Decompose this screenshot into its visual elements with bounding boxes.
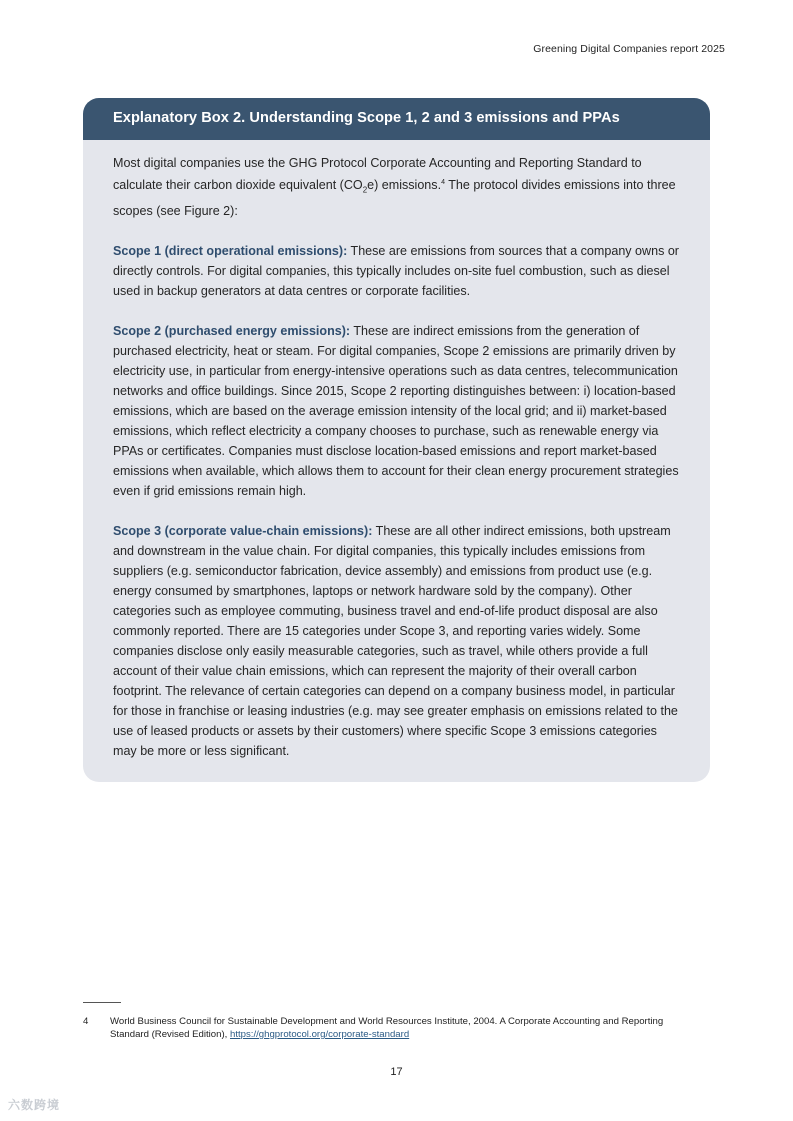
explanatory-box <box>83 98 710 782</box>
scope3-paragraph <box>113 521 680 761</box>
intro-text: Most digital companies use the GHG Protocol Corporate Accounting and Reporting Standard to calculate their carbon dioxide equivalent (CO <box>113 156 642 193</box>
co2-subscript: 2 <box>362 185 368 195</box>
footnote-link[interactable]: https://ghgprotocol.org/corporate-standard <box>229 1029 410 1040</box>
page-number: 17 <box>390 1066 403 1078</box>
running-header-title: Greening Digital Companies report 2025 <box>533 43 725 55</box>
footnote-text: World Business Council for Sustainable Development and World Resources Institute, 2004. A Corporate Accounting and Reporting Standard (Revised Edition), <box>110 1016 664 1040</box>
scope1-paragraph <box>113 241 680 301</box>
footnote-divider <box>83 1002 121 1003</box>
explanatory-box-title: Explanatory Box 2. Understanding Scope 1, 2 and 3 emissions and PPAs <box>83 98 710 140</box>
explanatory-box-body <box>83 140 710 761</box>
scope3-title: Scope 3 (corporate value-chain emissions): <box>113 523 373 538</box>
intro-text-end: The protocol divides emissions into three scopes (see Figure 2): <box>113 178 676 218</box>
intro-paragraph <box>113 153 680 221</box>
scope2-title: Scope 2 (purchased energy emissions): <box>113 323 351 338</box>
footnote <box>83 1015 693 1041</box>
intro-text-cont: e) emissions. <box>367 178 442 193</box>
footnote-ref[interactable]: 4 <box>441 179 445 186</box>
scope1-title: Scope 1 (direct operational emissions): <box>113 243 348 258</box>
scope2-text: These are indirect emissions from the generation of purchased electricity, heat or steam. For digital companies, Scope 2 emissions are primarily driven by electricity use, in particular from energy-intensive operations such as data centres, telecommunication networks and office buildings. Since 2015, Scope 2 reporting distinguishes between: i) location-based emissions, which are based on the average emission intensity of the local grid; and ii) market-based emissions, which reflect electricity a company chooses to purchase, such as renewable energy via PPAs or certificates. Companies must disclose location-based emissions and report market-based emissions when available, which allows them to account for their clean energy procurement strategies even if grid emissions remain high. <box>113 323 679 498</box>
scope1-text: These are emissions from sources that a company owns or directly controls. For digital companies, this typically includes on-site fuel combustion, such as diesel used in backup generators at data centres or corporate facilities. <box>113 243 679 298</box>
scope3-text: These are all other indirect emissions, both upstream and downstream in the value chain. For digital companies, this typically includes emissions from suppliers (e.g. semiconductor fabrication, device assembly) and emissions from product use (e.g. energy consumed by smartphones, laptops or network hardware sold by the company). Other categories such as employee commuting, business travel and end-of-life product disposal are also commonly reported. There are 15 categories under Scope 3, and reporting varies widely. Some companies disclose only easily measurable categories, such as travel, while others provide a full account of their value chain emissions, which can represent the majority of their overall carbon footprint. The relevance of certain categories can depend on a company business model, in particular for those in franchise or leasing industries (e.g. may see greater emphasis on emissions related to the use of leased products or assets by their customers) where specific Scope 3 emissions categories may be more or less significant. <box>113 523 678 758</box>
footnote-text-block <box>110 1015 693 1041</box>
watermark: 六数跨境 <box>8 1098 61 1112</box>
footnote-number: 4 <box>83 1016 89 1027</box>
scope2-paragraph <box>113 321 680 501</box>
